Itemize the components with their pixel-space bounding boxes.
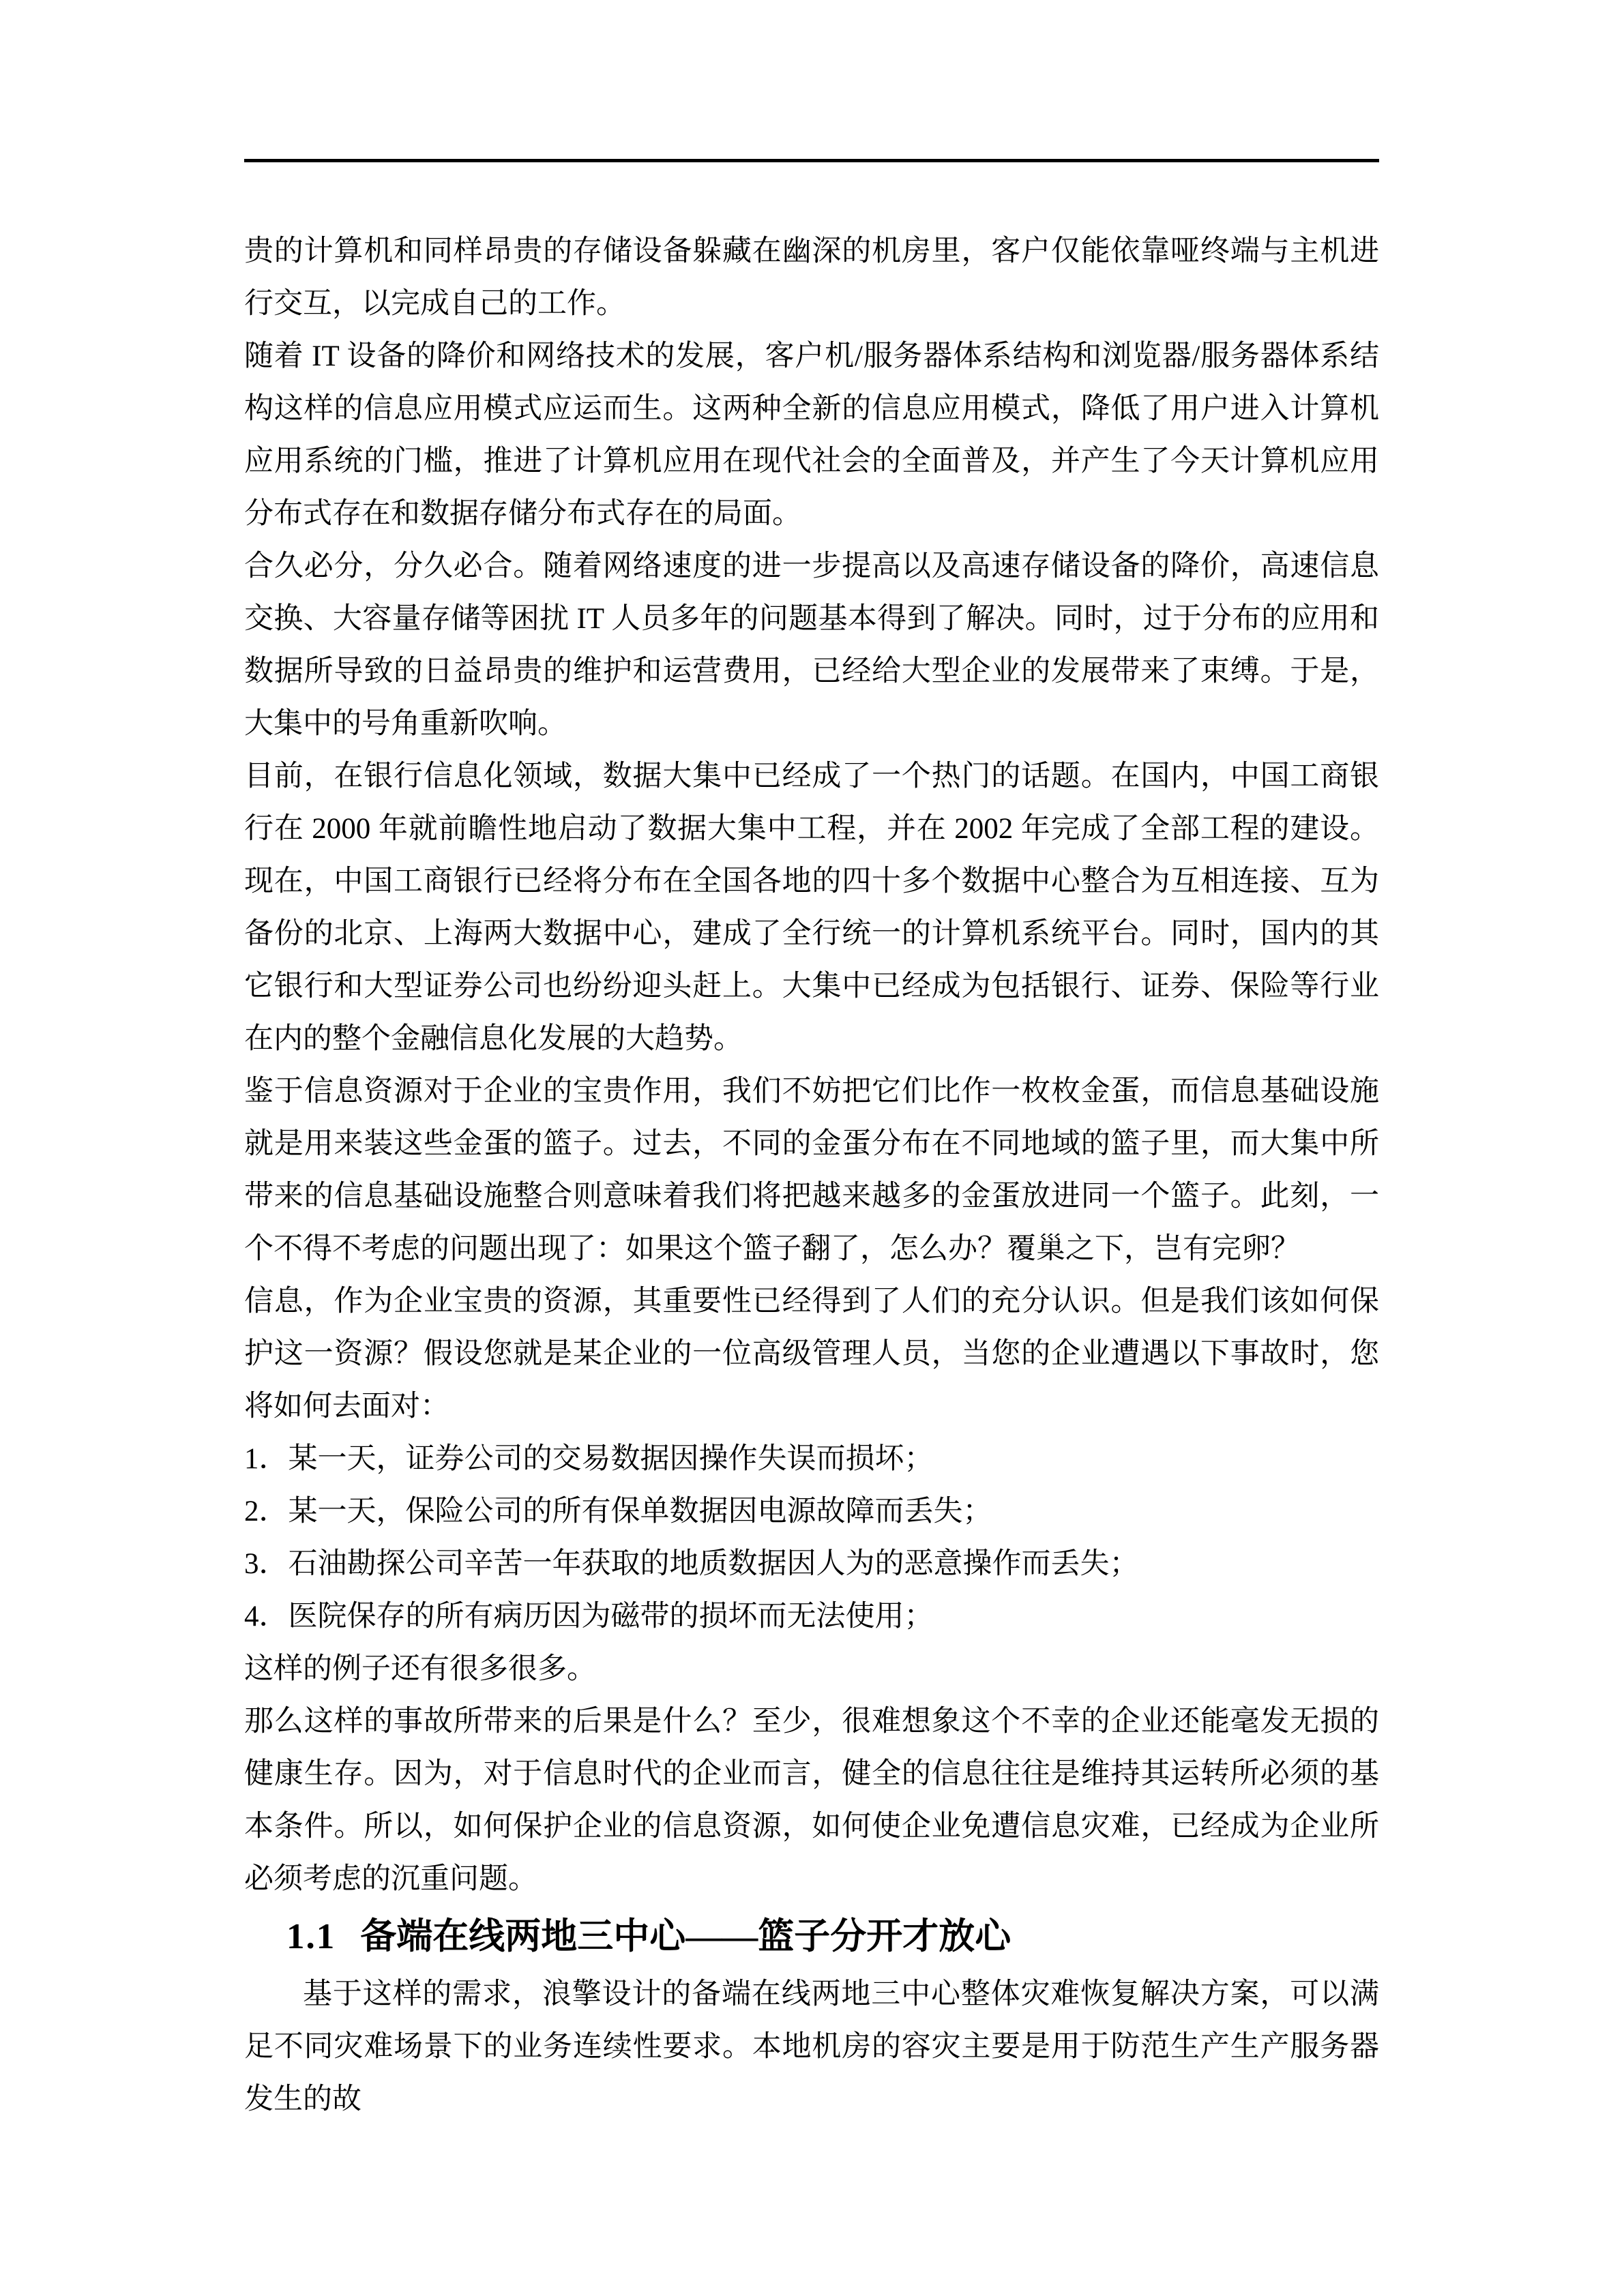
paragraph-consequences: 那么这样的事故所带来的后果是什么？至少，很难想象这个不幸的企业还能毫发无损的健康生存。因为，对于信息时代的企业而言，健全的信息往往是维持其运转所必须的基本条件。所以，如何保护企业的信息资源，如何使企业免遭信息灾难，已经成为企业所必须考虑的沉重问题。: [244, 1705, 1379, 1895]
paragraph-more-examples: 这样的例子还有很多很多。: [244, 1653, 596, 1685]
list-item-4: 4．医院保存的所有病历因为磁带的损坏而无法使用；: [244, 1600, 934, 1632]
paragraph-solution: 基于这样的需求，浪擎设计的备端在线两地三中心整体灾难恢复解决方案，可以满足不同灾难场景下的业务连续性要求。本地机房的容灾主要是用于防范生产生产服务器发生的故: [244, 1978, 1379, 2115]
paragraph-golden-eggs: 鉴于信息资源对于企业的宝贵作用，我们不妨把它们比作一枚枚金蛋，而信息基础设施就是用来装这些金蛋的篮子。过去，不同的金蛋分布在不同地域的篮子里，而大集中所带来的信息基础设施整合则意味着我们将把越来越多的金蛋放进同一个篮子。此刻，一个不得不考虑的问题出现了：如果这个篮子翻了，怎么办？覆巢之下，岂有完卵？: [244, 1075, 1379, 1265]
section-number: 1.1: [286, 1917, 336, 1956]
list-item-1: 1．某一天，证券公司的交易数据因操作失误而损坏；: [244, 1443, 934, 1475]
section-heading: [244, 1905, 1379, 1968]
paragraph-it-development: 随着 IT 设备的降价和网络技术的发展，客户机/服务器体系结构和浏览器/服务器体系结构这样的信息应用模式应运而生。这两种全新的信息应用模式，降低了用户进入计算机应用系统的门槛，推进了计算机应用在现代社会的全面普及，并产生了今天计算机应用分布式存在和数据存储分布式存在的局面。: [244, 340, 1379, 530]
page-content: [244, 225, 1379, 2126]
header-divider-rule: [244, 159, 1379, 162]
list-item-2: 2．某一天，保险公司的所有保单数据因电源故障而丢失；: [244, 1495, 992, 1527]
list-item-3: 3．石油勘探公司辛苦一年获取的地质数据因人为的恶意操作而丢失；: [244, 1548, 1139, 1580]
paragraph-continuation: 贵的计算机和同样昂贵的存储设备躲藏在幽深的机房里，客户仅能依靠哑终端与主机进行交互，以完成自己的工作。: [244, 235, 1379, 320]
paragraph-consolidation: 合久必分，分久必合。随着网络速度的进一步提高以及高速存储设备的降价，高速信息交换、大容量存储等困扰 IT 人员多年的问题基本得到了解决。同时，过于分布的应用和数据所导致的日益昂贵的维护和运营费用，已经给大型企业的发展带来了束缚。于是，大集中的号角重新吹响。: [244, 550, 1379, 740]
paragraph-banking: 目前，在银行信息化领域，数据大集中已经成了一个热门的话题。在国内，中国工商银行在 2000 年就前瞻性地启动了数据大集中工程，并在 2002 年完成了全部工程的建设。现在，中国工商银行已经将分布在全国各地的四十多个数据中心整合为互相连接、互为备份的北京、上海两大数据中心，建成了全行统一的计算机系统平台。同时，国内的其它银行和大型证券公司也纷纷迎头赶上。大集中已经成为包括银行、证券、保险等行业在内的整个金融信息化发展的大趋势。: [244, 760, 1379, 1055]
section-title: 备端在线两地三中心——篮子分开才放心: [360, 1917, 1012, 1956]
paragraph-information-protection: 信息，作为企业宝贵的资源，其重要性已经得到了人们的充分认识。但是我们该如何保 护这一资源？假设您就是某企业的一位高级管理人员，当您的企业遭遇以下事故时，您将如何去面对：: [244, 1285, 1379, 1422]
